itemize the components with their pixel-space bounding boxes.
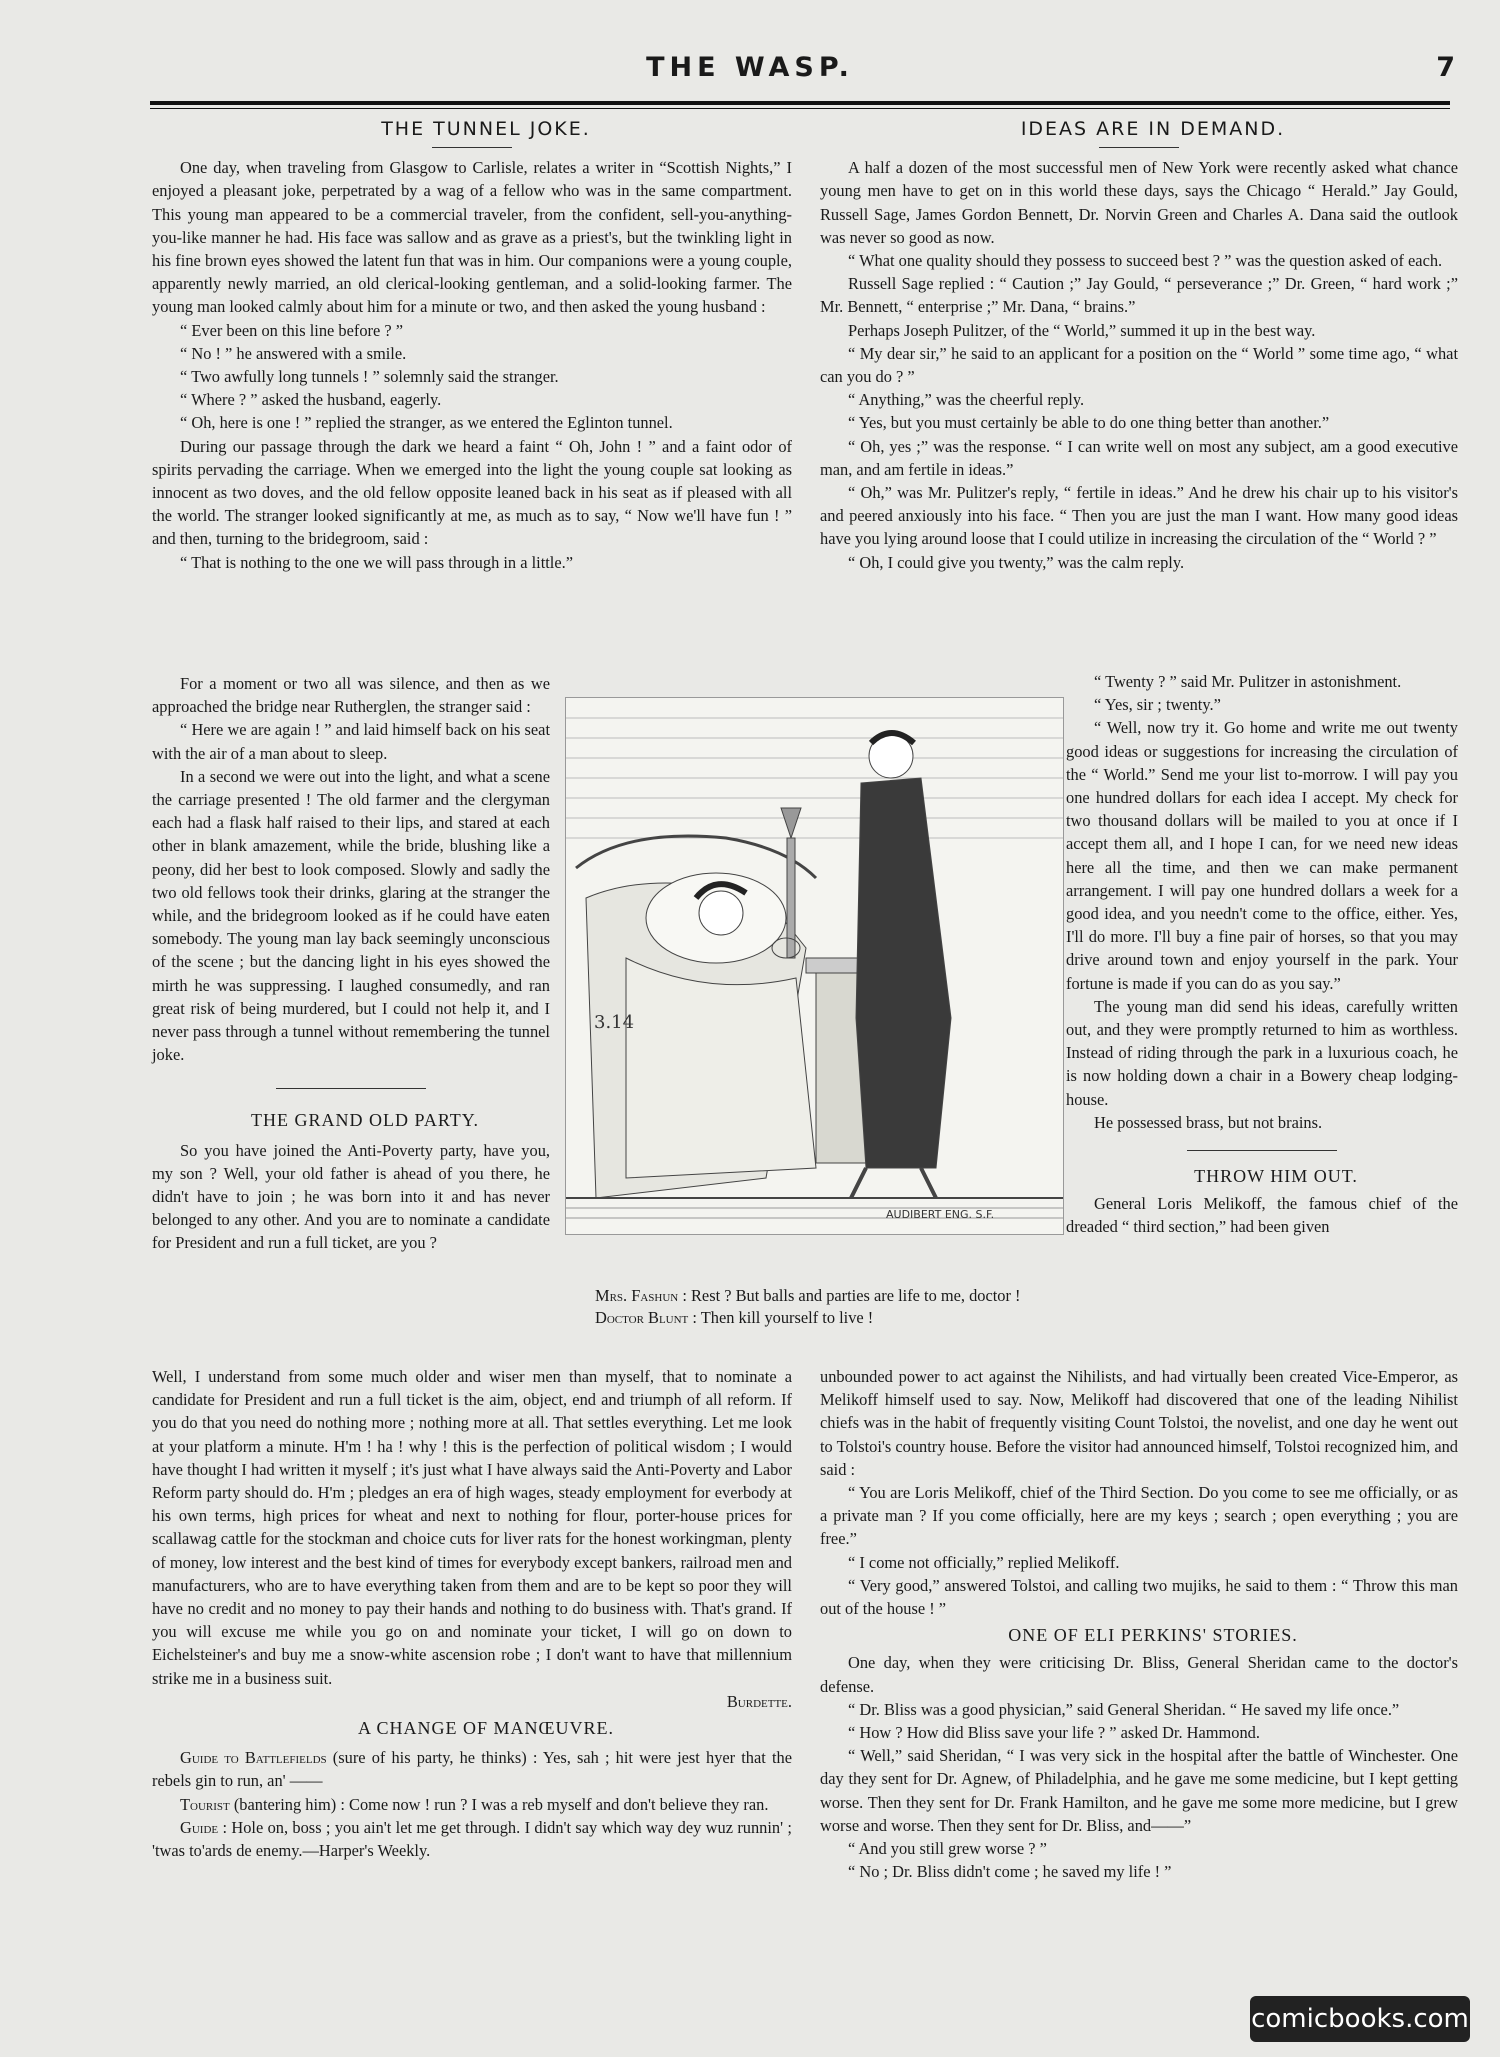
caption-text: : Then kill yourself to live !	[688, 1308, 874, 1327]
manoeuvre-heading: A CHANGE OF MANŒUVRE.	[357, 1718, 615, 1739]
section-rule	[276, 1088, 426, 1089]
paragraph: “ How ? How did Bliss save your life ? ” asked Dr. Hammond.	[848, 1723, 1260, 1743]
paragraph: “ Two awfully long tunnels ! ” solemnly said the stranger.	[180, 367, 559, 387]
ideas-heading: IDEAS ARE IN DEMAND.	[1020, 118, 1286, 140]
paragraph: “ What one quality should they possess to succeed best ? ” was the question asked of each.	[848, 251, 1443, 271]
paragraph: “ Oh, yes ;” was the response. “ I can write well on most any subject, am a good executive man, and am fertile in ideas.”	[820, 436, 1458, 479]
throw-heading: THROW HIM OUT.	[1194, 1166, 1358, 1187]
paragraph: “ No ; Dr. Bliss didn't come ; he saved my life ! ”	[848, 1862, 1172, 1882]
page-number: 7	[1436, 52, 1455, 83]
paragraph: “ Well, now try it. Go home and write me out twenty good ideas or suggestions for increasing the circulation of the “ World.” Send me your list to-morrow. I will pay you one hundred dollars for each idea I accept. My check for two thousand dollars will be mailed to you at once if I accept them all, and I hope I can, for we need new ideas here all the time, and then we can make permanent arrangement. I will pay one hundred dollars a week for a good idea, and you needn't come to the office, either. Yes, I'll do more. I'll buy a fine pair of horses, so that you may drive around town and enjoy yourself in the park. Your fortune is made if you can do as you say.”	[1066, 718, 1458, 993]
author-signature: Burdette.	[726, 1691, 792, 1711]
paragraph: “ Oh,” was Mr. Pulitzer's reply, “ fertile in ideas.” And he drew his chair up to his visitor's and peered anxiously into his face. “ Then you are just the man I want. How many good ideas have you lying around loose that I could utilize in increasing the circulation of the “ World ? ”	[820, 483, 1458, 549]
illustration-drawing	[566, 698, 1063, 1234]
paragraph: A half a dozen of the most successful men of New York were recently asked what chance young men have to get on in this world these days, says the Chicago “ Herald.” Jay Gould, Russell Sage, James Gordon Bennett, Dr. Norvin Green and Charles A. Dana said the outlook was never so good as now.	[820, 158, 1458, 247]
masthead: THE WASP.	[646, 52, 854, 83]
paragraph: unbounded power to act against the Nihilists, and had virtually been created Vice-Emperor, as Melikoff himself used to say. Now, Melikoff had discovered that one of the leading Nihilist chiefs was in the habit of frequently visiting Count Tolstoi, the novelist, and one day he went out to Tolstoi's country house. Before the visitor had announced himself, Tolstoi recognized him, and said :	[820, 1367, 1458, 1479]
paragraph: One day, when traveling from Glasgow to Carlisle, relates a writer in “Scottish Nights,” I enjoyed a pleasant joke, perpetrated by a wag of a fellow who was in the same compartment. This young man appeared to be a commercial traveler, from the confident, sell-you-anything-you-like manner he had. His face was sallow and as grave as a priest's, but the twinkling light in his fine brown eyes showed the latent fun that was in him. Our companions were a young couple, apparently newly married, an old clerical-looking gentleman, and a solid-looking farmer. The young man looked calmly about him for a minute or two, and then asked the young husband :	[152, 158, 792, 317]
paragraph: For a moment or two all was silence, and then as we approached the bridge near Rutherglen, the stranger said :	[152, 674, 550, 717]
engraver-credit: AUDIBERT ENG. S.F.	[886, 1208, 995, 1221]
line-text: : Hole on, boss ; you ain't let me get through. I didn't say which way dey wuz runnin' ; 'twas to'ards de enemy.—Harper's Weekly.	[152, 1817, 792, 1861]
paragraph: “ Here we are again ! ” and laid himself back on his seat with the air of a man about to sleep.	[152, 720, 550, 763]
paragraph: “ No ! ” he answered with a smile.	[180, 343, 407, 363]
speaker: Guide	[180, 1817, 219, 1837]
paragraph: “ Oh, I could give you twenty,” was the calm reply.	[848, 552, 1185, 572]
paragraph: General Loris Melikoff, the famous chief of the dreaded “ third section,” had been given	[1066, 1194, 1458, 1237]
section-rule	[1187, 1150, 1337, 1151]
line-text: (sure of his party, he thinks) : Yes, sah ; hit were jest hyer that the rebels gin to run, an' ——	[152, 1748, 792, 1791]
paragraph: “ And you still grew worse ? ”	[848, 1839, 1047, 1859]
paragraph: “ Dr. Bliss was a good physician,” said General Sheridan. “ He saved my life once.”	[848, 1699, 1400, 1719]
section-rule	[432, 147, 512, 148]
caption-speaker: Mrs. Fashun	[595, 1286, 679, 1305]
ideas-continued	[1066, 670, 1458, 1239]
tunnel-joke-heading: THE TUNNEL JOKE.	[381, 118, 591, 140]
line-text: (bantering him) : Come now ! run ? I was a reb myself and don't believe they ran.	[229, 1794, 769, 1814]
speaker: Tourist	[180, 1794, 230, 1814]
paragraph: So you have joined the Anti-Poverty party, have you, my son ? Well, your old father is ahead of you there, he didn't have to join ; he was born into it and has never belonged to any other. And you are to nominate a candidate for President and run a full ticket, are you ?	[152, 1140, 550, 1253]
paragraph: “ Ever been on this line before ? ”	[180, 320, 403, 340]
throw-him-out-article	[820, 1365, 1458, 1883]
paragraph: Well, I understand from some much older and wiser men than myself, that to nominate a candidate for President and run a full ticket is the aim, object, end and triumph of all reform. If you do that you need do nothing more ; nothing more at all. That settles everything. Let me look at your platform a minute. H'm ! ha ! why ! this is the perfection of political wisdom ; I would have thought I had written it myself ; it's just what I have always said the Anti-Poverty and Labor Reform party should do. H'm ; pledges an era of high wages, steady employment for everbody at his own terms, high prices for wheat and next to nothing for flour, porter-house prices for scallawag cattle for the stockman and choice cuts for liver rats for the honest workingman, plenty of money, low interest and the best kind of times for everybody except bankers, railroad men and manufacturers, who are to have everything taken from them and are to be kept so poor they will have no credit and no money to pay their hands and nothing to do business with. That's grand. If you will excuse me while you go on and nominate your ticket, I will go on down to Eichelsteiner's and buy me a snow-white ascension robe ; I don't want to have that millennium strike me in a business suit.	[152, 1367, 792, 1688]
caption-speaker: Doctor Blunt	[595, 1308, 689, 1327]
paragraph: He possessed brass, but not brains.	[1094, 1112, 1323, 1132]
paragraph: “ Very good,” answered Tolstoi, and calling two mujiks, he said to them : “ Throw this man out of the house ! ”	[820, 1575, 1458, 1619]
paragraph: “ My dear sir,” he said to an applicant for a position on the “ World ” some time ago, “ what can you do ? ”	[820, 343, 1458, 387]
site-watermark: comicbooks.com	[1250, 1996, 1470, 2042]
paragraph: “ Well,” said Sheridan, “ I was very sick in the hospital after the battle of Winchester. One day they sent for Dr. Agnew, of Philadelphia, and he gave me some medicine, but I kept getting worse. Then they sent for Dr. Frank Hamilton, and he gave me some more medicine, but I grew worse and worse. Then they sent for Dr. Bliss, and——”	[820, 1746, 1458, 1835]
artist-signature: 3.14	[594, 1012, 635, 1033]
paragraph: “ Yes, sir ; twenty.”	[1094, 695, 1221, 715]
paragraph: “ I come not officially,” replied Melikoff.	[848, 1552, 1120, 1572]
paragraph: Perhaps Joseph Pulitzer, of the “ World,” summed it up in the best way.	[848, 320, 1316, 340]
paragraph: “ Yes, but you must certainly be able to do one thing better than another.”	[848, 413, 1330, 433]
paragraph: In a second we were out into the light, and what a scene the carriage presented ! The old farmer and the clergyman each had a flask half raised to their lips, and stared at each other in blank amazement, while the bride, blushing like a peony, did her best to look composed. Slowly and sadly the two old fellows took their drinks, glaring at the stranger the while, and the bridegroom looked as if he could have eaten somebody. The young man lay back seemingly unconscious of the scene ; but the dancing light in his eyes showed the mirth he was suppressing. I laughed consumedly, and ran great risk of being murdered, but I could not help it, and I never pass through a tunnel without remembering the tunnel joke.	[152, 766, 550, 1065]
dialogue-line	[152, 1816, 792, 1862]
ideas-article	[820, 118, 1458, 574]
paragraph: “ That is nothing to the one we will pass through in a little.”	[180, 552, 574, 572]
header-rule	[150, 101, 1450, 105]
paragraph: “ Oh, here is one ! ” replied the stranger, as we entered the Eglinton tunnel.	[180, 413, 673, 433]
bedroom-illustration	[565, 697, 1064, 1235]
paragraph: “ Where ? ” asked the husband, eagerly.	[180, 390, 442, 410]
paragraph: Russell Sage replied : “ Caution ;” Jay Gould, “ perseverance ;” Dr. Green, “ hard work ;” Mr. Bennett, “ enterprise ;” Mr. Dana, “ brains.”	[820, 274, 1458, 317]
tunnel-joke-continued	[152, 672, 550, 1255]
paragraph: “ Anything,” was the cheerful reply.	[848, 390, 1085, 410]
section-rule	[1099, 147, 1179, 148]
grand-old-party-heading: THE GRAND OLD PARTY.	[251, 1110, 479, 1131]
paragraph: The young man did send his ideas, carefully written out, and they were promptly returned to him as worthless. Instead of riding through the park in a luxurious coach, he is now holding down a chair in a Bowery cheap lodging-house.	[1066, 996, 1458, 1109]
paragraph: One day, when they were criticising Dr. Bliss, General Sheridan came to the doctor's defense.	[820, 1653, 1458, 1696]
header-rule-thin	[150, 108, 1450, 109]
paragraph: “ Twenty ? ” said Mr. Pulitzer in astonishment.	[1094, 672, 1402, 691]
dialogue-line	[152, 1793, 792, 1816]
paragraph: “ You are Loris Melikoff, chief of the Third Section. Do you come to see me officially, or as a private man ? If you come officially, here are my keys ; search ; open everything ; you are free.”	[820, 1483, 1458, 1549]
grand-old-party-article	[152, 1365, 792, 1862]
perkins-heading: ONE OF ELI PERKINS' STORIES.	[1008, 1625, 1298, 1646]
dialogue-line	[152, 1746, 792, 1792]
speaker: Guide to Battlefields	[180, 1748, 327, 1768]
tunnel-joke-article	[152, 118, 792, 574]
paragraph: During our passage through the dark we heard a faint “ Oh, John ! ” and a faint odor of spirits pervading the carriage. When we emerged into the light the young couple sat looking as innocent as two doves, and the old fellow opposite leaned back in his seat as if pleased with all the world. The stranger looked significantly at me, as much as to say, “ Now we'll have fun ! ” and then, turning to the bridegroom, said :	[152, 436, 792, 549]
caption-text: : Rest ? But balls and parties are life to me, doctor !	[678, 1286, 1021, 1305]
illustration-caption	[595, 1285, 1035, 1329]
